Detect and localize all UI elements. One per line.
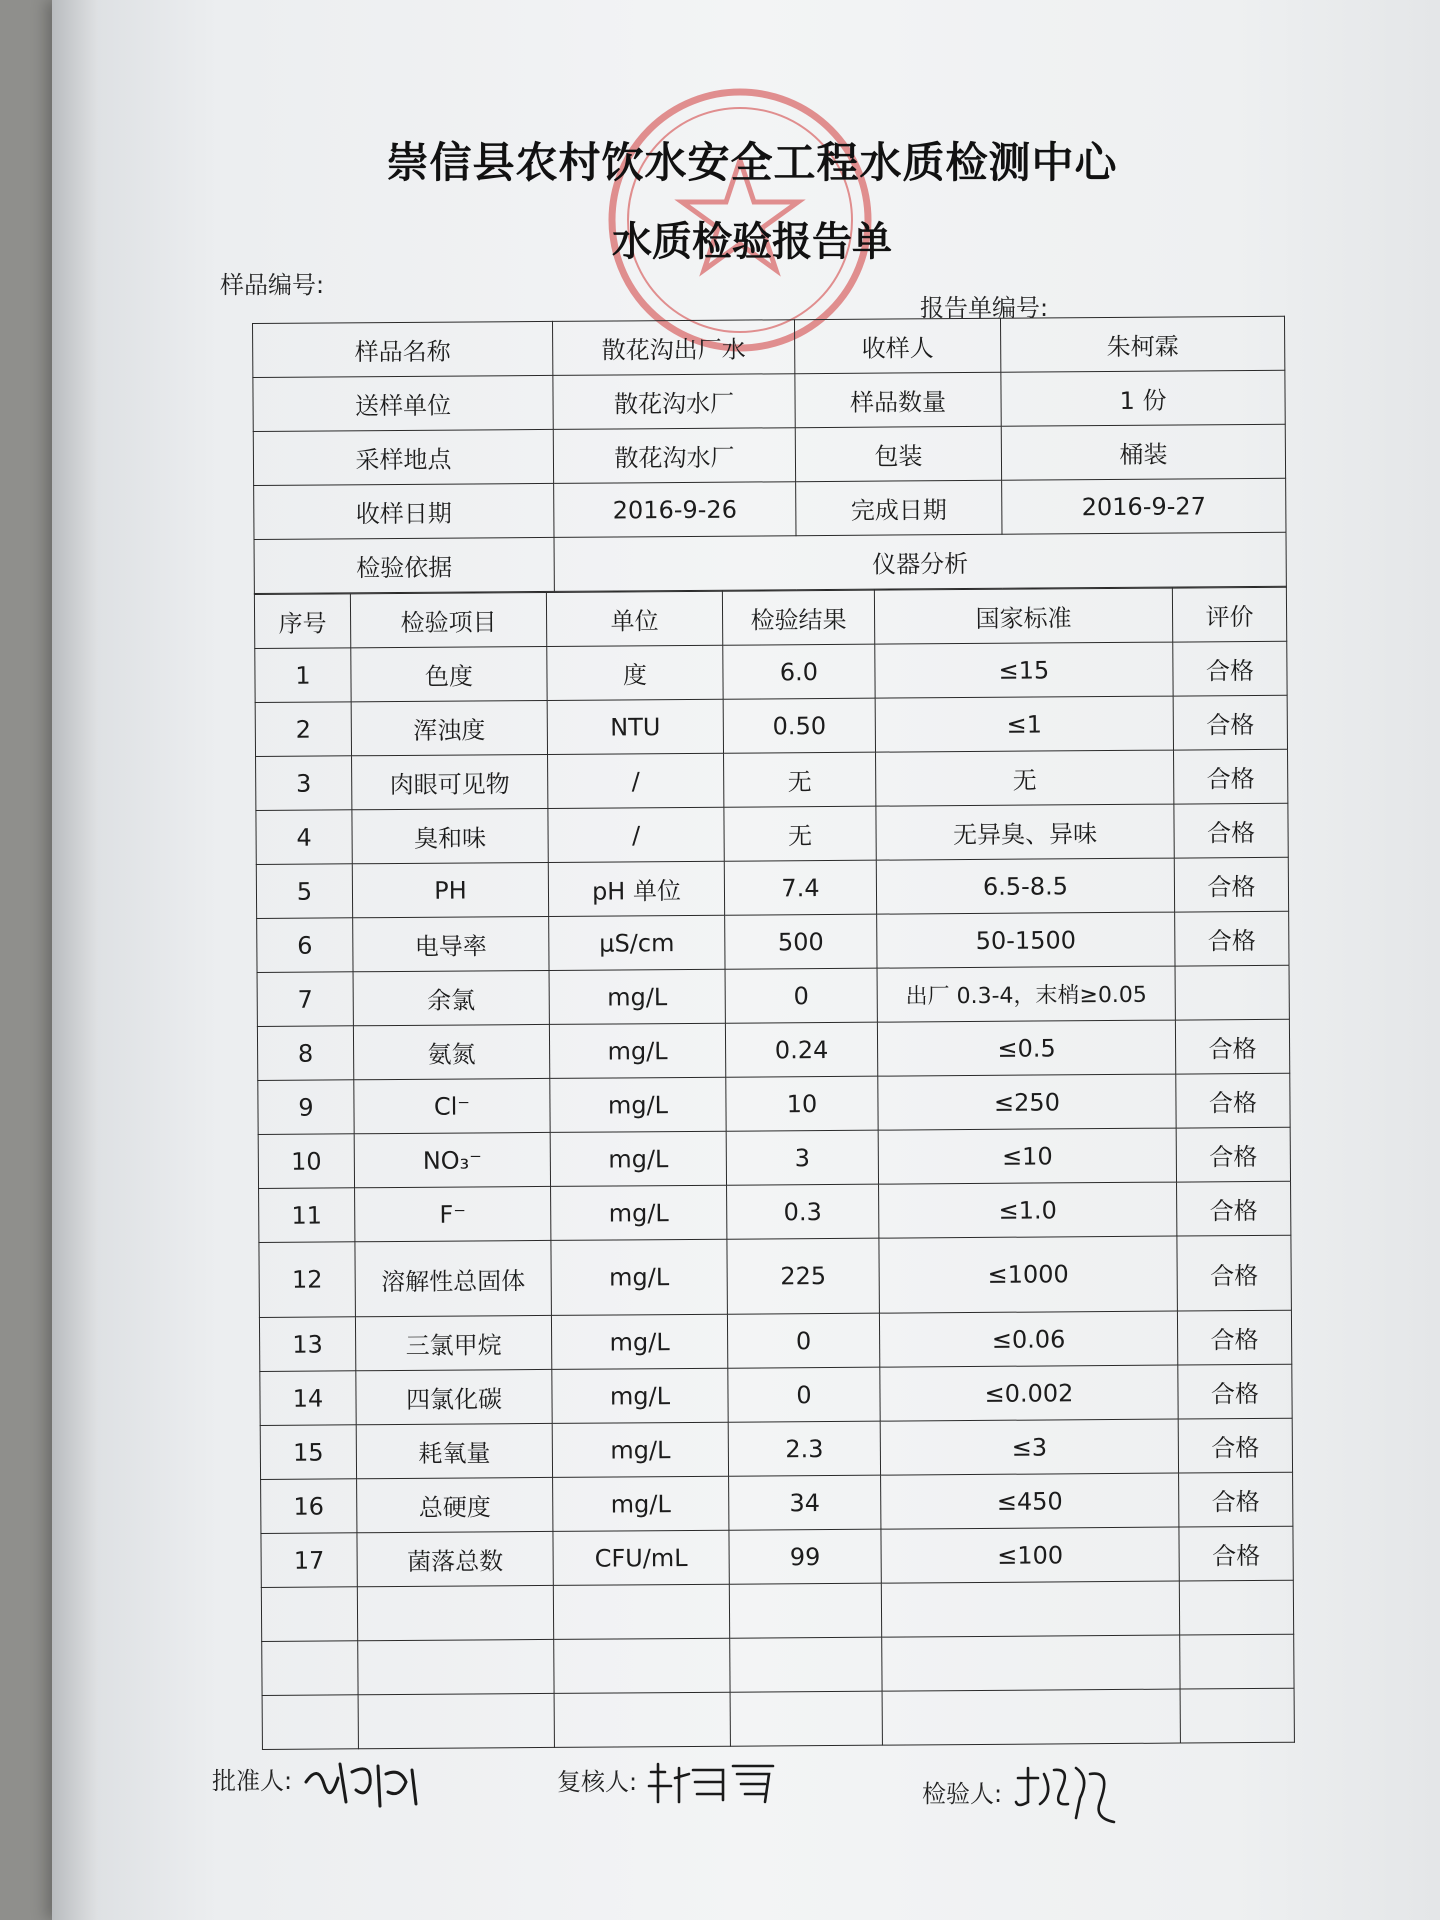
row-unit: CFU/mL [553, 1530, 729, 1585]
row-result: 7.4 [724, 860, 876, 915]
row-unit: 度 [547, 645, 723, 700]
approver-block [212, 1752, 430, 1812]
row-evaluation: 合格 [1173, 695, 1287, 750]
row-standard: ≤3 [880, 1419, 1178, 1475]
row-item: 浑浊度 [351, 700, 547, 755]
table-row [256, 857, 1288, 918]
row-item: 电导率 [353, 916, 549, 971]
row-item: 三氯甲烷 [355, 1315, 551, 1370]
row-unit: mg/L [551, 1239, 728, 1315]
header-result: 检验结果 [722, 590, 874, 645]
quantity-label: 样品数量 [795, 372, 1001, 427]
row-result: 2.3 [728, 1421, 880, 1476]
row-evaluation: 合格 [1177, 1235, 1292, 1311]
row-result: 0 [727, 1313, 879, 1368]
row-result: 0 [728, 1367, 880, 1422]
row-index: 12 [259, 1242, 356, 1318]
results-table [254, 587, 1295, 1750]
row-index: 10 [258, 1134, 354, 1189]
empty-row [262, 1688, 1294, 1749]
row-evaluation: 合格 [1174, 857, 1288, 912]
empty-cell [1179, 1580, 1293, 1635]
row-unit: mg/L [550, 1131, 726, 1186]
report-table [252, 316, 1294, 1750]
row-item: 耗氧量 [356, 1423, 552, 1478]
row-item: 肉眼可见物 [352, 754, 548, 809]
row-index: 5 [256, 864, 352, 919]
row-item: 色度 [351, 646, 547, 701]
row-evaluation: 合格 [1177, 1310, 1291, 1365]
sample-name-value: 散花沟出厂水 [552, 320, 794, 376]
empty-cell [882, 1689, 1180, 1745]
row-unit: / [548, 753, 724, 808]
row-standard: ≤10 [878, 1128, 1176, 1184]
table-row [255, 641, 1287, 702]
row-result: 225 [727, 1238, 880, 1314]
row-result: 500 [725, 914, 877, 969]
row-result: 0.24 [725, 1022, 877, 1077]
empty-cell [1180, 1634, 1294, 1689]
empty-cell [729, 1583, 881, 1638]
receive-date-label: 收样日期 [254, 483, 554, 539]
row-index: 7 [257, 972, 353, 1027]
row-result: 无 [724, 806, 876, 861]
header-standard: 国家标准 [874, 588, 1172, 644]
row-evaluation [1175, 965, 1289, 1020]
location-value: 散花沟水厂 [553, 428, 795, 484]
basis-label: 检验依据 [254, 537, 554, 593]
row-item: 菌落总数 [357, 1531, 553, 1586]
header-item: 检验项目 [350, 592, 546, 647]
row-standard: 出厂 0.3-4，末梢≥0.05 [877, 966, 1175, 1022]
row-unit: mg/L [551, 1314, 727, 1369]
row-index: 13 [259, 1317, 355, 1372]
row-standard: ≤250 [878, 1074, 1176, 1130]
finish-date-value: 2016-9-27 [1002, 478, 1286, 534]
header-index: 序号 [254, 594, 350, 649]
row-evaluation: 合格 [1176, 1127, 1290, 1182]
results-body [254, 587, 1294, 1749]
inspector-block [922, 1760, 1120, 1830]
report-subtitle: 水质检验报告单 [612, 218, 892, 265]
row-item: F⁻ [355, 1186, 551, 1241]
row-standard: 无异臭、异味 [876, 804, 1174, 860]
table-row [258, 1073, 1290, 1134]
empty-cell [262, 1695, 358, 1750]
row-standard: ≤1.0 [879, 1182, 1177, 1238]
empty-cell [261, 1587, 357, 1642]
table-row [256, 749, 1288, 810]
row-standard: ≤1 [875, 696, 1173, 752]
table-row [257, 911, 1289, 972]
sample-number-label: 样品编号: [220, 271, 325, 299]
package-value: 桶装 [1001, 424, 1285, 480]
row-item: Cl⁻ [354, 1078, 550, 1133]
empty-cell [730, 1637, 882, 1692]
row-index: 1 [255, 648, 351, 703]
empty-row [262, 1634, 1294, 1695]
page-curl-shadow [52, 0, 98, 1920]
table-row [261, 1526, 1293, 1587]
row-index: 4 [256, 810, 352, 865]
location-label: 采样地点 [253, 429, 553, 485]
row-unit: / [548, 807, 724, 862]
row-unit: μS/cm [549, 915, 725, 970]
row-evaluation: 合格 [1175, 1019, 1289, 1074]
row-evaluation: 合格 [1174, 749, 1288, 804]
table-row [256, 803, 1288, 864]
row-evaluation: 合格 [1173, 641, 1287, 696]
row-standard: ≤0.002 [880, 1365, 1178, 1421]
row-evaluation: 合格 [1174, 803, 1288, 858]
row-standard: ≤15 [875, 642, 1173, 698]
sender-value: 散花沟水厂 [553, 374, 795, 430]
table-row [260, 1418, 1292, 1479]
table-row [257, 1019, 1289, 1080]
empty-cell [882, 1635, 1180, 1691]
row-item: 溶解性总固体 [355, 1240, 552, 1316]
quantity-value: 1 份 [1001, 370, 1285, 426]
receiver-label: 收样人 [794, 318, 1000, 373]
row-item: 余氯 [353, 970, 549, 1025]
empty-cell [554, 1692, 730, 1747]
approver-signature [300, 1752, 430, 1812]
finish-date-label: 完成日期 [796, 480, 1002, 535]
row-result: 0 [725, 968, 877, 1023]
reviewer-signature [645, 1758, 785, 1808]
row-unit: mg/L [552, 1368, 728, 1423]
empty-cell [881, 1581, 1179, 1637]
row-evaluation: 合格 [1175, 911, 1289, 966]
table-row [259, 1310, 1291, 1371]
header-evaluation: 评价 [1172, 587, 1286, 642]
reviewer-label: 复核人: [557, 1768, 638, 1796]
row-standard: ≤100 [881, 1527, 1179, 1583]
row-standard: ≤450 [881, 1473, 1179, 1529]
row-item: 臭和味 [352, 808, 548, 863]
inspector-signature [1010, 1760, 1120, 1830]
row-unit: mg/L [549, 969, 725, 1024]
empty-cell [730, 1691, 882, 1746]
row-standard: 50-1500 [877, 912, 1175, 968]
empty-row [261, 1580, 1293, 1641]
row-unit: mg/L [549, 1023, 725, 1078]
row-evaluation: 合格 [1176, 1073, 1290, 1128]
row-standard: ≤1000 [879, 1236, 1178, 1313]
receiver-value: 朱柯霖 [1000, 316, 1284, 372]
row-index: 15 [260, 1425, 356, 1480]
row-evaluation: 合格 [1178, 1418, 1292, 1473]
row-result: 3 [726, 1130, 878, 1185]
sample-name-label: 样品名称 [253, 321, 553, 377]
row-evaluation: 合格 [1178, 1364, 1292, 1419]
row-evaluation: 合格 [1179, 1526, 1293, 1581]
empty-cell [358, 1693, 554, 1748]
row-unit: mg/L [553, 1476, 729, 1531]
empty-cell [554, 1638, 730, 1693]
row-result: 0.3 [727, 1184, 879, 1239]
approver-label: 批准人: [212, 1767, 293, 1795]
table-row [261, 1472, 1293, 1533]
row-unit: mg/L [552, 1422, 728, 1477]
row-standard: ≤0.06 [879, 1311, 1177, 1367]
report-paper [52, 0, 1440, 1920]
row-item: NO₃⁻ [354, 1132, 550, 1187]
row-result: 34 [729, 1475, 881, 1530]
row-index: 16 [261, 1479, 357, 1534]
receive-date-value: 2016-9-26 [554, 482, 796, 538]
table-row [255, 695, 1287, 756]
row-unit: NTU [547, 699, 723, 754]
empty-cell [358, 1639, 554, 1694]
inspector-label: 检验人: [922, 1780, 1003, 1808]
table-row [257, 965, 1289, 1026]
row-index: 3 [256, 756, 352, 811]
row-standard: 无 [876, 750, 1174, 806]
empty-cell [262, 1641, 358, 1696]
row-index: 11 [259, 1188, 355, 1243]
row-result: 6.0 [723, 644, 875, 699]
report-title: 崇信县农村饮水安全工程水质检测中心 [386, 138, 1118, 187]
row-result: 10 [726, 1076, 878, 1131]
table-row [260, 1364, 1292, 1425]
row-index: 14 [260, 1371, 356, 1426]
table-row [258, 1127, 1290, 1188]
basis-value: 仪器分析 [554, 532, 1286, 591]
sender-label: 送样单位 [253, 375, 553, 431]
row-item: 氨氮 [353, 1024, 549, 1079]
package-label: 包装 [795, 426, 1001, 481]
row-index: 6 [257, 918, 353, 973]
row-standard: ≤0.5 [877, 1020, 1175, 1076]
report-number-label: 报告单编号: [920, 294, 1049, 322]
table-row [259, 1235, 1291, 1317]
row-result: 0.50 [723, 698, 875, 753]
row-unit: pH 单位 [548, 861, 724, 916]
row-item: PH [352, 862, 548, 917]
sample-info-table [252, 316, 1287, 594]
row-index: 2 [255, 702, 351, 757]
row-index: 8 [257, 1026, 353, 1081]
row-item: 总硬度 [357, 1477, 553, 1532]
row-evaluation: 合格 [1179, 1472, 1293, 1527]
row-evaluation: 合格 [1177, 1181, 1291, 1236]
empty-cell [1180, 1688, 1294, 1743]
row-result: 无 [724, 752, 876, 807]
row-item: 四氯化碳 [356, 1369, 552, 1424]
row-index: 17 [261, 1533, 357, 1588]
header-unit: 单位 [546, 591, 722, 646]
row-result: 99 [729, 1529, 881, 1584]
empty-cell [553, 1584, 729, 1639]
reviewer-block [557, 1758, 785, 1808]
row-unit: mg/L [550, 1077, 726, 1132]
table-row [259, 1181, 1291, 1242]
row-unit: mg/L [551, 1185, 727, 1240]
row-index: 9 [258, 1080, 354, 1135]
empty-cell [357, 1585, 553, 1640]
row-standard: 6.5-8.5 [876, 858, 1174, 914]
